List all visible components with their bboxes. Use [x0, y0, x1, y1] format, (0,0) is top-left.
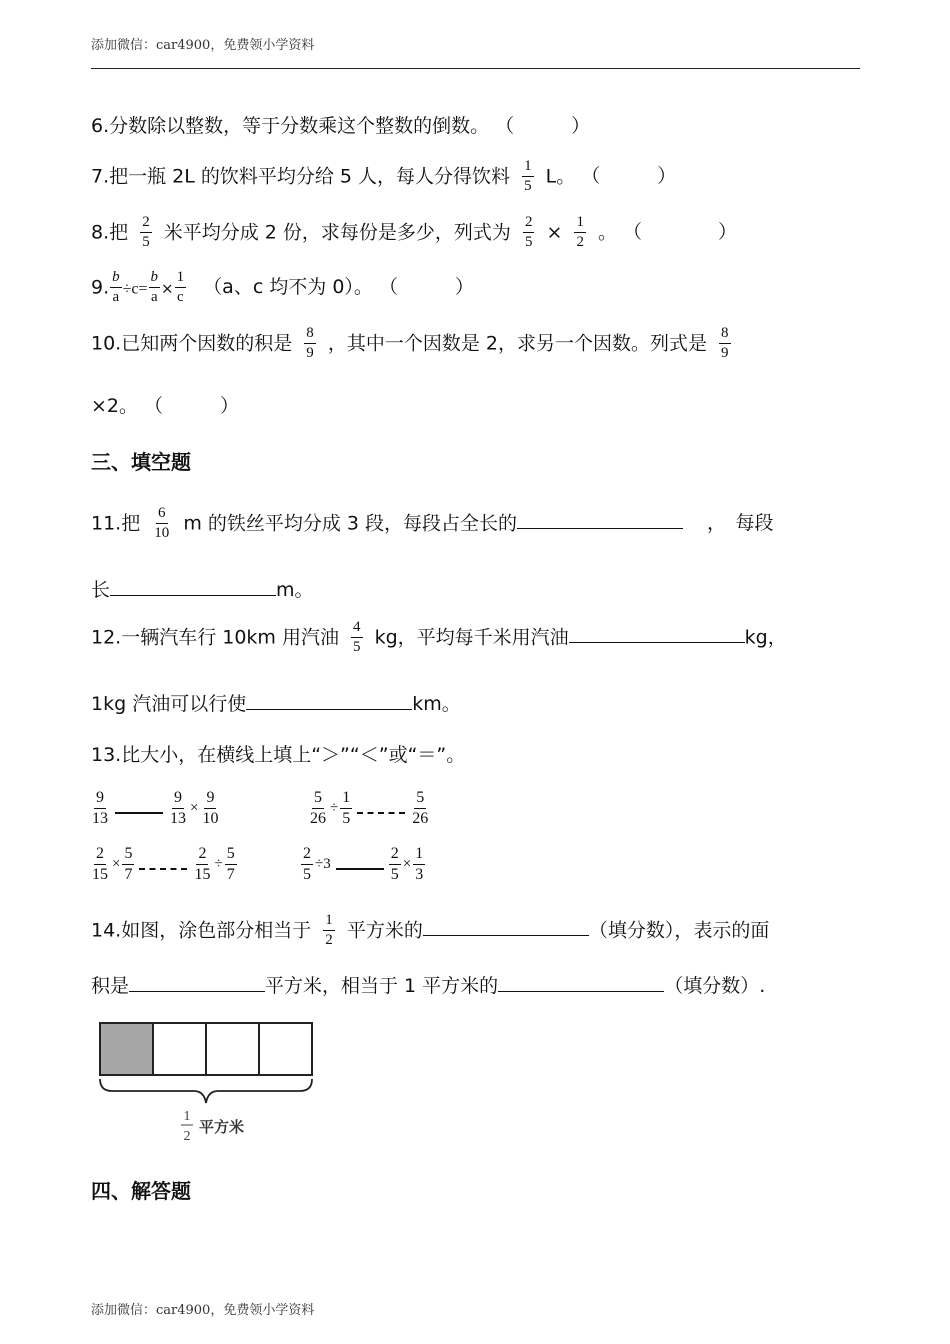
q7-post: L。	[545, 165, 576, 188]
fig-fraction-den: 2	[183, 1129, 191, 1144]
q9-post: （a、c 均不为 0）。	[203, 276, 373, 299]
q14-line2-b: 平方米，相当于 1 平方米的	[265, 975, 499, 997]
compare-2-left-b: $\frac{1}{5}$	[342, 789, 351, 828]
q12-line2-pre: 1kg 汽油可以行使	[91, 693, 247, 715]
compare-3-left-a: $\frac{2}{15}$	[92, 845, 108, 884]
compare-4-blank[interactable]	[336, 868, 384, 870]
compare-1	[89, 789, 221, 829]
q11-blank-2[interactable]	[110, 577, 276, 596]
compare-4-op1: ÷3	[315, 856, 331, 873]
question-9	[91, 269, 474, 307]
compare-1-blank[interactable]	[115, 812, 163, 814]
q9-answer-paren: （ ）	[378, 276, 474, 299]
question-7	[91, 158, 676, 196]
q14-blank-2[interactable]	[129, 973, 265, 992]
q10-fraction-1: $\frac{8}{9}$	[306, 325, 314, 362]
q14-line2-a: 积是	[91, 975, 130, 997]
question-12-line2	[91, 691, 461, 714]
q8-pre: 8.把	[91, 221, 129, 244]
compare-2-left-a: $\frac{5}{26}$	[310, 789, 326, 828]
compare-3	[89, 845, 238, 885]
q8-fraction-2: $\frac{2}{5}$	[524, 214, 533, 251]
q14-fraction: $\frac{1}{2}$	[325, 912, 333, 949]
question-6	[91, 117, 590, 136]
q8-post: 。	[598, 221, 618, 244]
compare-1-right-a: $\frac{9}{13}$	[170, 789, 186, 828]
question-11-line2	[91, 577, 314, 600]
header-rule	[91, 68, 860, 69]
q6-answer-paren: （ ）	[495, 115, 591, 137]
q8-times: ×	[546, 221, 563, 244]
unshaded-cell	[259, 1023, 312, 1075]
q12-mid: kg，平均每千米用汽油	[374, 626, 569, 649]
q6-text: 6.分数除以整数，等于分数乘这个整数的倒数。	[91, 115, 490, 137]
question-10-line2	[91, 397, 239, 416]
compare-2-right: $\frac{5}{26}$	[412, 789, 429, 828]
q11-blank-1[interactable]	[517, 510, 683, 529]
question-10	[91, 325, 737, 363]
q10-pre: 10.已知两个因数的积是	[91, 332, 293, 355]
q8-mid: 米平均分成 2 份，求每份是多少，列式为	[163, 221, 511, 244]
fig-label: 平方米	[199, 1118, 245, 1136]
compare-3-op1: ×	[112, 856, 121, 873]
q10-fraction-2: $\frac{8}{9}$	[721, 325, 729, 362]
q7-fraction: $\frac{1}{5}$	[524, 158, 532, 195]
q11-line2-pre: 长	[91, 579, 111, 601]
q12-blank-1[interactable]	[569, 624, 745, 643]
q14-post: （填分数），表示的面	[588, 919, 770, 942]
page-footer: 添加微信：car4900，免费领小学资料	[91, 1303, 315, 1318]
question-14-line2	[91, 973, 765, 996]
q8-answer-paren: （ ）	[623, 221, 738, 244]
unshaded-cell	[206, 1023, 259, 1075]
question-12	[91, 619, 787, 657]
q9-pre: 9.	[91, 276, 110, 299]
q11-line2-post: m。	[276, 579, 314, 601]
q10-mid: ，其中一个因数是 2，求另一个因数。列式是	[327, 332, 707, 355]
q14-mid: 平方米的	[346, 919, 423, 942]
q12-line2-post: km。	[412, 693, 461, 715]
compare-3-right-b: $\frac{5}{7}$	[226, 845, 235, 884]
q14-pre: 14.如图，涂色部分相当于	[91, 919, 312, 942]
fig-fraction-num: 1	[183, 1109, 191, 1124]
q14-figure	[98, 1021, 318, 1151]
q12-pre: 12.一辆汽车行 10km 用汽油	[91, 626, 339, 649]
q9-fraction-3: $\frac{1}{c}$	[176, 269, 185, 306]
compare-3-left-b: $\frac{5}{7}$	[124, 845, 133, 884]
q11-fraction: $\frac{6}{10}$	[154, 505, 170, 542]
q14-line2-c: （填分数）.	[664, 975, 766, 997]
brace-icon	[100, 1079, 312, 1103]
compare-1-op: ×	[190, 800, 199, 817]
q11-pre: 11.把	[91, 512, 141, 535]
compare-1-right-b: $\frac{9}{10}$	[202, 789, 219, 828]
compare-4	[300, 845, 426, 885]
q7-pre: 7.把一瓶 2L 的饮料平均分给 5 人，每人分得饮料	[91, 165, 511, 188]
compare-1-left: $\frac{9}{13}$	[92, 789, 108, 828]
q9-fraction-1: $\frac{b}{a}$	[112, 269, 120, 306]
page-header: 添加微信：car4900，免费领小学资料	[91, 38, 315, 53]
q8-fraction-3: $\frac{1}{2}$	[576, 214, 584, 251]
q10-answer-paren: （ ）	[144, 395, 240, 417]
compare-3-blank[interactable]	[139, 868, 187, 870]
compare-3-op2: ÷	[214, 856, 223, 873]
q9-times: ×	[161, 279, 174, 298]
compare-4-right-b: $\frac{1}{3}$	[415, 845, 424, 884]
question-8	[91, 214, 737, 252]
compare-4-right-a: $\frac{2}{5}$	[390, 845, 399, 884]
shaded-cell	[100, 1023, 153, 1075]
compare-4-op2: ×	[402, 856, 412, 873]
q14-blank-1[interactable]	[423, 917, 589, 936]
compare-2-blank[interactable]	[357, 812, 405, 814]
question-11	[91, 505, 774, 543]
q7-answer-paren: （ ）	[581, 165, 677, 188]
compare-2	[307, 789, 431, 829]
q12-fraction: $\frac{4}{5}$	[353, 619, 361, 656]
q10-line2: ×2。	[91, 395, 139, 417]
q11-comma: ， 每段	[707, 512, 774, 535]
q9-fraction-2: $\frac{b}{a}$	[150, 269, 159, 306]
q12-post: kg，	[744, 626, 787, 649]
section-3-title: 三、填空题	[91, 450, 191, 474]
question-13: 13.比大小，在横线上填上“＞”“＜”或“＝”。	[91, 744, 466, 766]
compare-3-right-a: $\frac{2}{15}$	[194, 845, 211, 884]
q11-mid: m 的铁丝平均分成 3 段，每段占全长的	[183, 512, 518, 535]
compare-2-op: ÷	[330, 800, 339, 817]
section-4-title: 四、解答题	[91, 1179, 191, 1203]
unshaded-cell	[153, 1023, 206, 1075]
question-14	[91, 912, 769, 950]
compare-4-left: $\frac{2}{5}$	[303, 845, 311, 884]
q9-div: ÷c=	[122, 280, 148, 298]
q8-fraction-1: $\frac{2}{5}$	[142, 214, 150, 251]
q12-blank-2[interactable]	[246, 691, 412, 710]
q14-blank-3[interactable]	[498, 973, 664, 992]
